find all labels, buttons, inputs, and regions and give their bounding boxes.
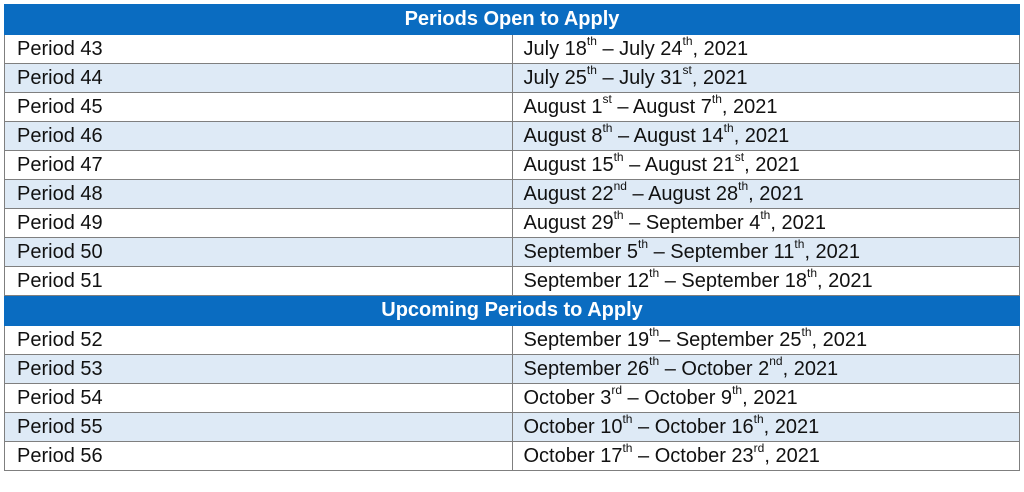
application-periods-table	[4, 4, 1020, 471]
section-header-row	[5, 296, 1020, 326]
date-text: September 5	[523, 240, 639, 263]
table-row	[5, 180, 1020, 209]
table-row	[5, 326, 1020, 355]
date-text: August 22	[523, 182, 614, 205]
table-row	[5, 122, 1020, 151]
date-text: – September 4	[623, 211, 761, 234]
date-range-cell	[512, 355, 1020, 384]
period-cell: Period 43	[5, 35, 513, 64]
table-row	[5, 413, 1020, 442]
ordinal-suffix: th	[794, 237, 805, 251]
date-text: , 2021	[748, 182, 804, 205]
ordinal-suffix: th	[711, 92, 722, 106]
date-text: , 2021	[763, 415, 820, 438]
date-range-cell	[512, 35, 1020, 64]
date-range-cell	[512, 442, 1020, 471]
date-range-cell	[512, 326, 1020, 355]
date-text: July 25	[523, 66, 587, 89]
section-title: Upcoming Periods to Apply	[5, 296, 1020, 326]
table-row	[5, 384, 1020, 413]
date-range-cell	[512, 384, 1020, 413]
date-text: , 2021	[811, 328, 868, 351]
date-text: October 17	[523, 444, 623, 467]
ordinal-suffix: th	[613, 150, 624, 164]
date-text: , 2021	[770, 211, 826, 234]
date-text: – September 25	[659, 328, 802, 351]
date-text: , 2021	[782, 357, 839, 380]
date-range-cell	[512, 122, 1020, 151]
date-text: – October 16	[632, 415, 754, 438]
date-text: – October 2	[659, 357, 770, 380]
date-text: – September 11	[648, 240, 795, 263]
period-cell: Period 50	[5, 238, 513, 267]
table-row	[5, 151, 1020, 180]
date-text: August 29	[523, 211, 614, 234]
table-row	[5, 442, 1020, 471]
date-text: July 18	[523, 37, 587, 60]
section-header-row	[5, 5, 1020, 35]
section-title: Periods Open to Apply	[5, 5, 1020, 35]
table-row	[5, 209, 1020, 238]
date-text: , 2021	[692, 37, 749, 60]
date-text: , 2021	[691, 66, 748, 89]
date-range-cell	[512, 180, 1020, 209]
ordinal-suffix: th	[649, 325, 660, 339]
date-range-cell	[512, 413, 1020, 442]
ordinal-suffix: th	[753, 412, 764, 426]
ordinal-suffix: st	[734, 150, 745, 164]
date-text: , 2021	[744, 153, 800, 176]
date-text: October 10	[523, 415, 623, 438]
date-range-cell	[512, 238, 1020, 267]
ordinal-suffix: st	[682, 63, 692, 77]
ordinal-suffix: nd	[613, 179, 627, 193]
date-text: – July 31	[596, 66, 683, 89]
date-range-cell	[512, 151, 1020, 180]
table-row	[5, 267, 1020, 296]
date-text: September 26	[523, 357, 650, 380]
ordinal-suffix: rd	[753, 441, 765, 455]
date-text: , 2021	[764, 444, 820, 467]
period-cell: Period 49	[5, 209, 513, 238]
table-row	[5, 355, 1020, 384]
period-cell: Period 54	[5, 384, 513, 413]
ordinal-suffix: st	[602, 92, 612, 106]
ordinal-suffix: th	[602, 121, 613, 135]
table-row	[5, 238, 1020, 267]
date-text: , 2021	[742, 386, 798, 409]
period-cell: Period 44	[5, 64, 513, 93]
ordinal-suffix: th	[638, 237, 649, 251]
table-body	[5, 5, 1020, 471]
ordinal-suffix: th	[738, 179, 749, 193]
date-text: – August 21	[623, 153, 735, 176]
date-text: – August 7	[611, 95, 712, 118]
date-text: August 8	[523, 124, 603, 147]
table-row	[5, 64, 1020, 93]
ordinal-suffix: th	[649, 266, 660, 280]
period-cell: Period 48	[5, 180, 513, 209]
date-range-cell	[512, 93, 1020, 122]
ordinal-suffix: th	[801, 325, 812, 339]
date-text: – September 18	[659, 269, 808, 292]
date-text: , 2021	[721, 95, 778, 118]
date-text: September 12	[523, 269, 650, 292]
ordinal-suffix: th	[613, 208, 624, 222]
ordinal-suffix: th	[732, 383, 743, 397]
period-cell: Period 56	[5, 442, 513, 471]
date-text: August 1	[523, 95, 603, 118]
ordinal-suffix: th	[723, 121, 734, 135]
period-cell: Period 47	[5, 151, 513, 180]
ordinal-suffix: th	[622, 441, 633, 455]
ordinal-suffix: rd	[611, 383, 622, 397]
date-text: , 2021	[804, 240, 861, 263]
date-text: – August 28	[626, 182, 739, 205]
ordinal-suffix: th	[586, 63, 597, 77]
ordinal-suffix: th	[760, 208, 771, 222]
date-text: – August 14	[612, 124, 724, 147]
period-cell: Period 53	[5, 355, 513, 384]
date-text: , 2021	[817, 269, 873, 292]
period-cell: Period 46	[5, 122, 513, 151]
date-range-cell	[512, 64, 1020, 93]
ordinal-suffix: th	[807, 266, 818, 280]
period-cell: Period 52	[5, 326, 513, 355]
period-cell: Period 55	[5, 413, 513, 442]
date-text: – July 24	[596, 37, 683, 60]
ordinal-suffix: nd	[769, 354, 783, 368]
date-range-cell	[512, 209, 1020, 238]
ordinal-suffix: th	[586, 34, 597, 48]
date-range-cell	[512, 267, 1020, 296]
period-cell: Period 45	[5, 93, 513, 122]
date-text: – October 9	[622, 386, 733, 409]
date-text: October 3	[523, 386, 612, 409]
ordinal-suffix: th	[682, 34, 693, 48]
date-text: , 2021	[733, 124, 790, 147]
date-text: August 15	[523, 153, 614, 176]
ordinal-suffix: th	[649, 354, 660, 368]
table-row	[5, 35, 1020, 64]
table-row	[5, 93, 1020, 122]
ordinal-suffix: th	[622, 412, 633, 426]
period-cell: Period 51	[5, 267, 513, 296]
date-text: – October 23	[632, 444, 754, 467]
date-text: September 19	[523, 328, 650, 351]
